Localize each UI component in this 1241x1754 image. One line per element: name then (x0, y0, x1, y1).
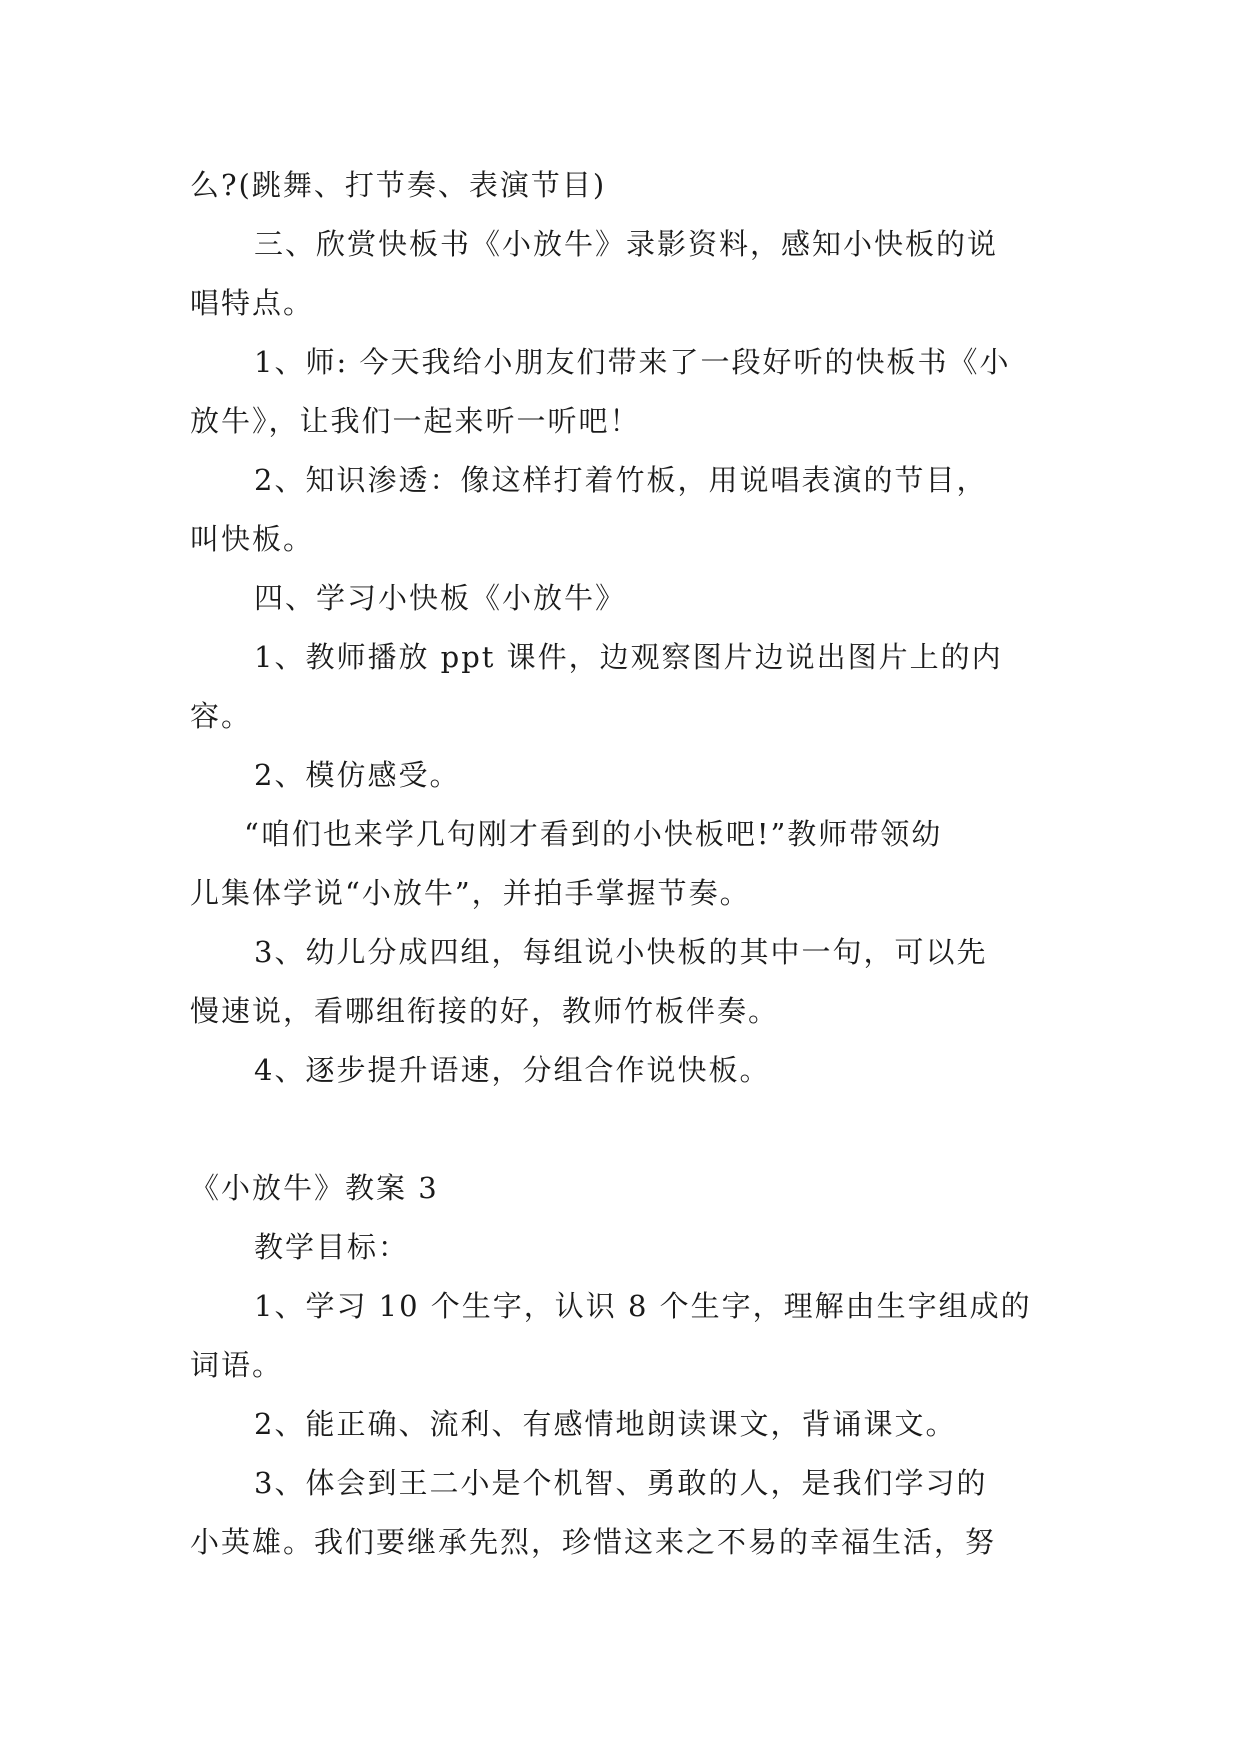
document-body (190, 156, 1060, 1572)
section-title: 《小放牛》教案 3 (190, 1171, 439, 1205)
paragraph-line: 容。 (190, 699, 253, 733)
paragraph-line: 叫快板。 (190, 522, 315, 556)
paragraph-line: 3、体会到王二小是个机智、勇敢的人，是我们学习的 (254, 1466, 988, 1500)
paragraph-line: 么?(跳舞、打节奏、表演节目) (190, 168, 607, 202)
paragraph-line: 唱特点。 (190, 286, 315, 320)
paragraph-line: 小英雄。我们要继承先烈，珍惜这来之不易的幸福生活，努 (190, 1525, 997, 1559)
paragraph-line: 1、师: 今天我给小朋友们带来了一段好听的快板书《小 (254, 345, 1011, 379)
paragraph-line: 2、知识渗透：像这样打着竹板，用说唱表演的节目， (254, 463, 988, 497)
paragraph-line: 放牛》，让我们一起来听一听吧！ (190, 404, 641, 438)
paragraph-line: 教学目标： (254, 1230, 410, 1264)
section-spacer (190, 1100, 1060, 1159)
paragraph-line: 儿集体学说“小放牛”，并拍手掌握节奏。 (190, 876, 751, 910)
paragraph-line: 词语。 (190, 1348, 284, 1382)
paragraph-line: 2、能正确、流利、有感情地朗读课文，背诵课文。 (254, 1407, 957, 1441)
paragraph-line: 4、逐步提升语速，分组合作说快板。 (254, 1053, 771, 1087)
paragraph-line: 1、教师播放 ppt 课件，边观察图片边说出图片上的内 (254, 640, 1003, 674)
paragraph-line: 2、模仿感受。 (254, 758, 461, 792)
paragraph-line: 慢速说，看哪组衔接的好，教师竹板伴奏。 (190, 994, 780, 1028)
section-heading-line: 三、欣赏快板书《小放牛》录影资料，感知小快板的说 (254, 227, 999, 261)
paragraph-line: 3、幼儿分成四组，每组说小快板的其中一句，可以先 (254, 935, 988, 969)
section-heading-line: 四、学习小快板《小放牛》 (254, 581, 627, 615)
paragraph-line: “咱们也来学几句刚才看到的小快板吧!”教师带领幼 (244, 817, 943, 851)
paragraph-line: 1、学习 10 个生字，认识 8 个生字，理解由生字组成的 (254, 1289, 1032, 1323)
